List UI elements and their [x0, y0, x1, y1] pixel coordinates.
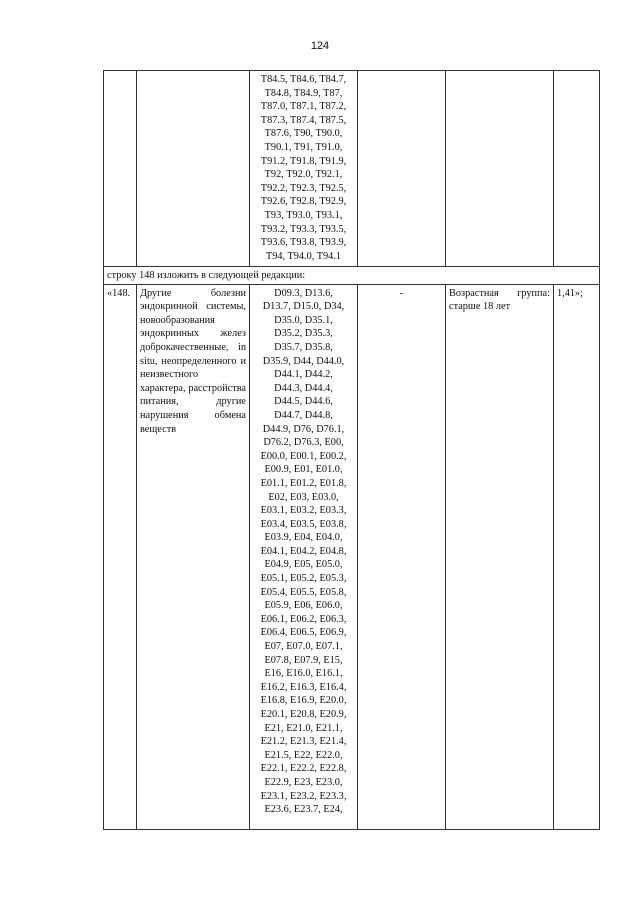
code-line: T84.5, T84.6, T84.7,	[260, 74, 347, 85]
code-line: T84.8, T84.9, T87,	[264, 87, 343, 99]
code-line: E21.5, E22, E22.0,	[264, 749, 343, 761]
code-line: E03.4, E03.5, E03.8,	[260, 518, 347, 530]
code-line: E16.8, E16.9, E20.0,	[260, 695, 347, 707]
code-line: E04.1, E04.2, E04.8,	[260, 545, 347, 557]
code-line: T93.2, T93.3, T93.5,	[260, 223, 347, 235]
code-line: D35.0, D35.1,	[274, 314, 333, 326]
page-number: 124	[310, 40, 330, 52]
codes-list	[253, 73, 354, 263]
code-line: E04.9, E05, E05.0,	[264, 559, 343, 571]
cell-number	[104, 71, 137, 267]
code-line: T90.1, T91, T91.0,	[264, 141, 343, 153]
code-line: E21, E21.0, E21.1,	[264, 722, 343, 734]
row-description: Другие болезни эндокринной системы, новообразования эндокринных желез доброкачественные, in situ, неопределенного и неизвестного характера, расстройства питания, другие нарушения обмена веществ	[137, 284, 250, 829]
code-line: T91.2, T91.8, T91.9,	[260, 155, 347, 167]
code-line: E06.1, E06.2, E06.3,	[260, 613, 347, 625]
code-line: E01.1, E01.2, E01.8,	[260, 477, 347, 489]
code-line: E07.8, E07.9, E15,	[264, 654, 343, 666]
code-line: D13.7, D15.0, D34,	[262, 301, 345, 313]
code-line: E05.4, E05.5, E05.8,	[260, 586, 347, 598]
code-line: D44.1, D44.2,	[274, 369, 333, 381]
code-line: D35.2, D35.3,	[274, 328, 333, 340]
code-line: D44.3, D44.4,	[274, 382, 333, 394]
row-coefficient: 1,41»;	[554, 284, 600, 829]
code-line: T92, T92.0, T92.1,	[264, 169, 343, 181]
code-line: D35.9, D44, D44.0,	[262, 355, 345, 367]
cell-criteria	[446, 71, 554, 267]
code-line: D09.3, D13.6,	[274, 287, 333, 299]
cell-codes	[250, 71, 358, 267]
code-line: T93, T93.0, T93.1,	[264, 209, 343, 221]
code-line: T92.2, T92.3, T92.5,	[260, 182, 347, 194]
table-row-previous	[104, 71, 600, 267]
instruction-text: строку 148 изложить в следующей редакции:	[104, 267, 600, 285]
code-line: E20.1, E20.8, E20.9,	[260, 709, 347, 720]
code-line: E03.9, E04, E04.0,	[264, 532, 343, 544]
code-line: E07, E07.0, E07.1,	[264, 641, 343, 653]
cell-extra-codes	[358, 71, 446, 267]
code-line: D76.2, D76.3, E00,	[263, 437, 344, 449]
row-number: «148.	[104, 284, 137, 829]
code-line: T87.3, T87.4, T87.5,	[260, 114, 347, 126]
row-codes	[250, 284, 358, 829]
code-line: E16.2, E16.3, E16.4,	[260, 681, 347, 693]
document-table	[103, 70, 600, 830]
code-line: T87.6, T90, T90.0,	[264, 128, 343, 140]
code-line: E22.1, E22.2, E22.8,	[260, 763, 347, 775]
code-line: E00.9, E01, E01.0,	[264, 464, 343, 476]
row-extra-codes: -	[358, 284, 446, 829]
code-line: E23.6, E23.7, E24,	[264, 804, 343, 816]
code-line: E16, E16.0, E16.1,	[264, 668, 343, 680]
cell-description	[137, 71, 250, 267]
code-line: E21.2, E21.3, E21.4,	[260, 736, 347, 748]
code-line: E03.1, E03.2, E03.3,	[260, 505, 347, 517]
code-line: E02, E03, E03.0,	[268, 491, 339, 503]
table-row-148	[104, 284, 600, 829]
code-line: E05.9, E06, E06.0,	[264, 600, 343, 612]
code-line: T87.0, T87.1, T87.2,	[260, 101, 347, 113]
code-line: E00.0, E00.1, E00.2,	[260, 450, 347, 462]
codes-list	[253, 287, 354, 817]
code-line: E22.9, E23, E23.0,	[264, 776, 343, 788]
code-line: T93.6, T93.8, T93.9,	[260, 237, 347, 249]
code-line: E06.4, E06.5, E06.9,	[260, 627, 347, 639]
code-line: T94, T94.0, T94.1	[265, 250, 342, 262]
code-line: T92.6, T92.8, T92.9,	[260, 196, 347, 208]
cell-coefficient	[554, 71, 600, 267]
code-line: D35.7, D35.8,	[274, 341, 333, 353]
row-criteria: Возрастная группа: старше 18 лет	[446, 284, 554, 829]
code-line: E23.1, E23.2, E23.3,	[260, 790, 347, 802]
code-line: D44.9, D76, D76.1,	[262, 423, 345, 435]
code-line: E05.1, E05.2, E05.3,	[260, 573, 347, 585]
code-line: D44.5, D44.6,	[274, 396, 333, 408]
code-line: D44.7, D44.8,	[274, 409, 333, 421]
table-row-instruction	[104, 267, 600, 285]
